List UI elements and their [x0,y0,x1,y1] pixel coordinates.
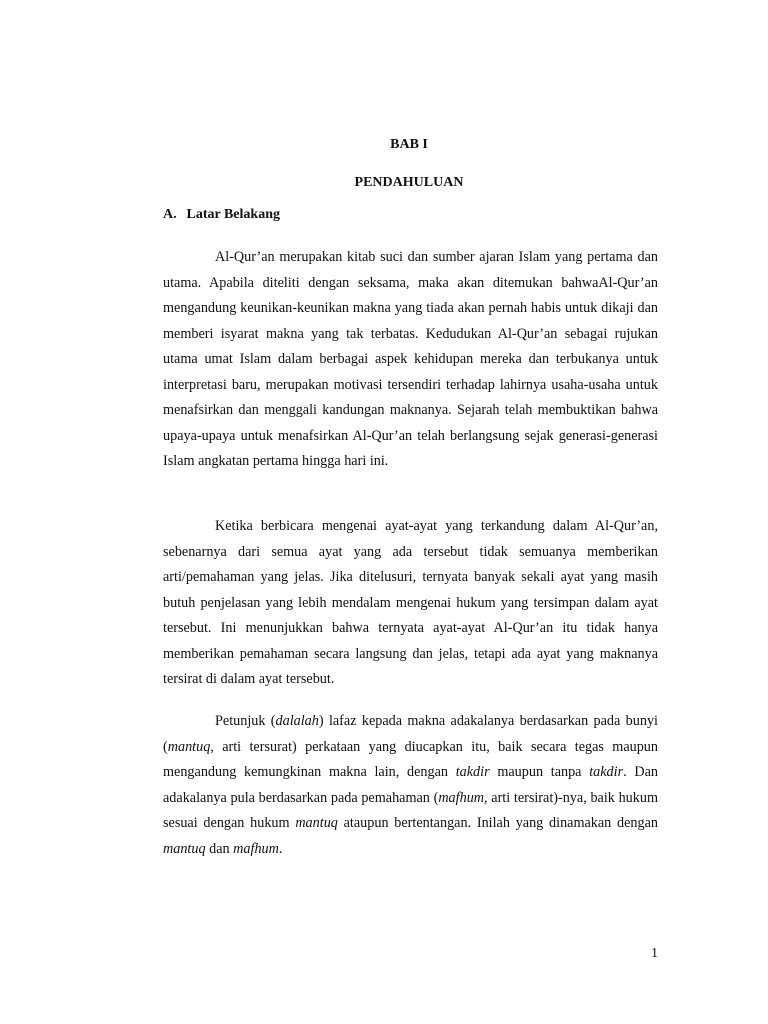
paragraph-text: , arti tersirat)-nya, baik hukum sesuai dengan hukum [163,789,658,831]
page-number: 1 [651,946,658,961]
italic-term: mantuq [295,815,338,831]
paragraph-text: . Dan adakalanya pula berdasarkan pada pemahaman ( [163,764,658,806]
chapter-title: PENDAHULUAN [354,175,464,190]
section-letter: A. [163,207,177,222]
italic-term: mantuq [167,738,211,755]
italic-term: takdir [455,764,490,780]
paragraph-text: Ketika berbicara mengenai ayat-ayat yang terkandung dalam Al-Qur’an, sebenarnya dari semua ayat yang ada tersebut tidak semuanya memberikan arti/pemahaman yang jelas. Jika ditelusuri, ternyata banyak sekali ayat yang masih butuh penjelasan yang lebih mendalam mengenai hukum yang tersimpan dalam ayat tersebut. Ini menunjukkan bahwa ternyata ayat-ayat Al-Qur’an itu tidak hanya memberikan pemahaman secara langsung dan jelas, tetapi ada ayat yang maknanya tersirat di dalam ayat tersebut. [163,518,658,687]
paragraph [163,245,658,475]
paragraph [163,709,658,862]
italic-term: dalalah [275,713,319,729]
italic-term: takdir [589,764,624,780]
paragraph-text: ) lafaz kepada makna adakalanya berdasarkan pada bunyi ( [163,713,658,755]
italic-term: mafhum [438,789,485,806]
paragraph [163,514,658,693]
section-title: Latar Belakang [186,207,280,222]
italic-term: mantuq [163,840,206,857]
paragraph-text: maupun tanpa [489,764,590,780]
paragraph-text: Petunjuk ( [215,713,276,729]
paragraph-text: dan [205,840,234,857]
paragraph-text: . [278,840,283,857]
paragraph-text: , arti tersurat) perkataan yang diucapkan itu, baik secara tegas maupun mengandung kemungkinan makna lain, dengan [163,738,658,780]
paragraph-text: Al-Qur’an merupakan kitab suci dan sumber ajaran Islam yang pertama dan utama. Apabila diteliti dengan seksama, maka akan ditemukan bahwaAl-Qur’an mengandung keunikan-keunikan makna yang tiada akan pernah habis untuk dikaji dan memberi isyarat makna yang tak terbatas. Kedudukan Al-Qur’an sebagai rujukan utama umat Islam dalam berbagai aspek kehidupan mereka dan terbukanya untuk interpretasi baru, merupakan motivasi tersendiri terhadap lahirnya usaha-usaha untuk menafsirkan dan menggali kandungan maknanya. Sejarah telah membuktikan bahwa upaya-upaya untuk menafsirkan Al-Qur’an telah berlangsung sejak generasi-generasi Islam angkatan pertama hingga hari ini. [163,249,658,469]
paragraph-text: ataupun bertentangan. Inilah yang dinamakan dengan [337,815,658,831]
chapter-number: BAB I [390,137,428,152]
italic-term: mafhum [233,840,279,857]
section-heading [163,207,280,223]
